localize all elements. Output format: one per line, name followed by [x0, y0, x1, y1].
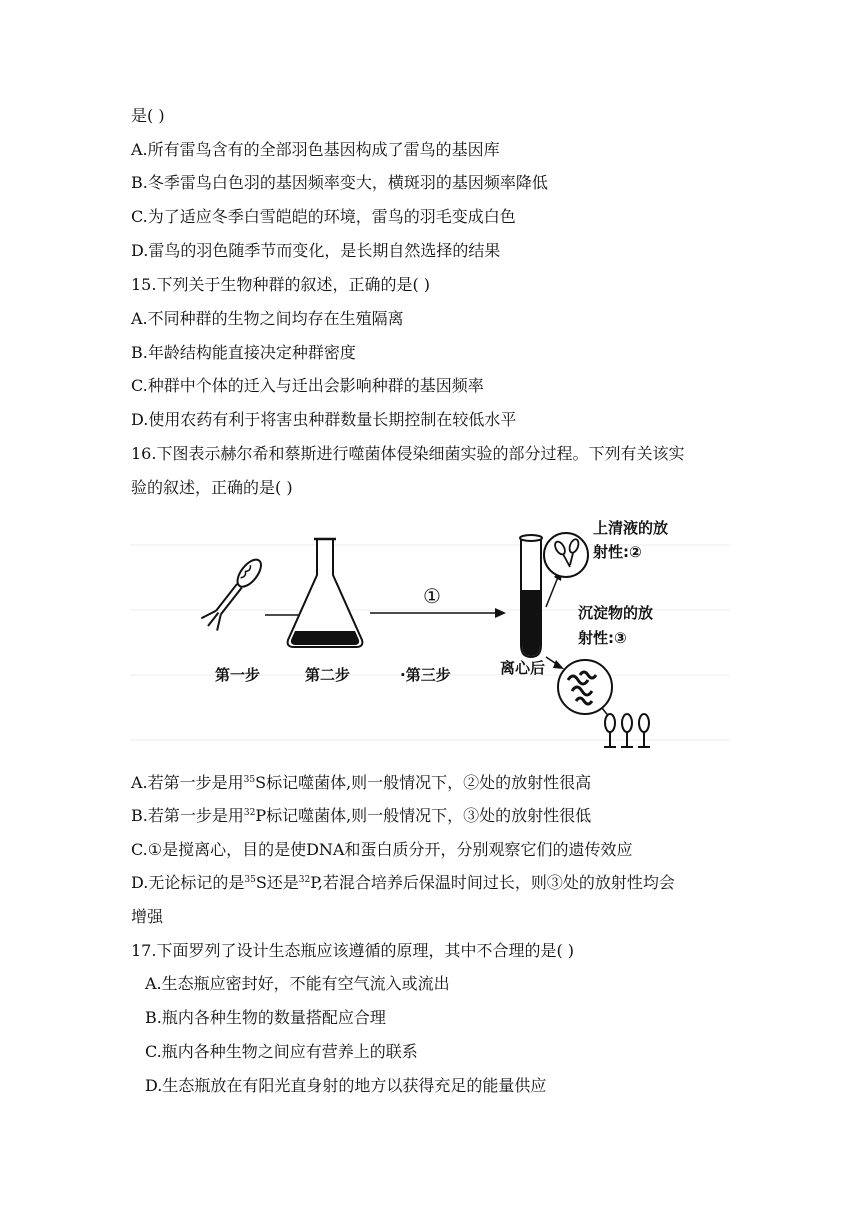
q15-option-b: B.年龄结构能直接决定种群密度: [131, 343, 356, 362]
experiment-diagram: [130, 515, 730, 760]
q14-option-b: B.冬季雷鸟白色羽的基因频率变大，横斑羽的基因频率降低: [131, 173, 548, 192]
flask-icon: [288, 539, 363, 647]
q17-option-d: D.生态瓶放在有阳光直身射的地方以获得充足的能量供应: [145, 1076, 547, 1095]
q16-option-b: B.若第一步是用$^{32}$P标记噬菌体,则一般情况下，③处的放射性很低: [131, 806, 592, 825]
q17-option-a: A.生态瓶应密封好，不能有空气流入或流出: [145, 974, 450, 993]
label-supernatant-line1: 上清液的放: [593, 519, 669, 537]
label-after-centrifuge: 离心后: [500, 659, 546, 677]
q16-option-d: D.无论标记的是$^{35}$S还是$^{32}$P,若混合培养后保温时间过长，则③处的放射性均会: [131, 873, 675, 892]
q15-option-d: D.使用农药有利于将害虫种群数量长期控制在较低水平: [131, 410, 517, 429]
q14-option-d: D.雷鸟的羽色随季节而变化，是长期自然选择的结果: [131, 241, 501, 260]
label-supernatant-line2: 射性:②: [593, 543, 642, 561]
q15-stem: 15.下列关于生物种群的叙述，正确的是( ): [131, 275, 431, 294]
phage-icon: [200, 554, 267, 632]
phage-experiment-figure: [130, 515, 730, 760]
q16-stem-line1: 16.下图表示赫尔希和蔡斯进行噬菌体侵染细菌实验的部分过程。下列有关该实: [131, 444, 685, 463]
q15-option-c: C.种群中个体的迁入与迁出会影响种群的基因频率: [131, 376, 484, 395]
label-step3: ·第三步: [400, 666, 451, 684]
q14-stem-end: 是( ): [131, 106, 165, 125]
arrow-to-sediment: [546, 657, 564, 669]
q15-option-a: A.不同种群的生物之间均存在生殖隔离: [131, 309, 404, 328]
step-marker-1: ①: [423, 584, 441, 608]
q17-option-c: C.瓶内各种生物之间应有营养上的联系: [145, 1042, 418, 1061]
supernatant-circle-icon: [544, 533, 588, 577]
q14-option-a: A.所有雷鸟含有的全部羽色基因构成了雷鸟的基因库: [131, 140, 500, 159]
q14-option-c: C.为了适应冬季白雪皑皑的环境，雷鸟的羽毛变成白色: [131, 207, 516, 226]
label-step2: 第二步: [305, 666, 351, 684]
label-step1: 第一步: [215, 666, 261, 684]
label-sediment-line1: 沉淀物的放: [578, 604, 654, 622]
centrifuge-tube-icon: [520, 535, 542, 657]
progeny-phage-icons: [604, 714, 650, 747]
q16-option-d-cont: 增强: [131, 907, 164, 926]
sediment-circle-icon: [558, 660, 612, 714]
q16-option-a: A.若第一步是用$^{35}$S标记噬菌体,则一般情况下，②处的放射性很高: [131, 773, 592, 792]
q17-stem: 17.下面罗列了设计生态瓶应该遵循的原理，其中不合理的是( ): [131, 941, 575, 960]
q16-option-c: C.①是搅离心，目的是使DNA和蛋白质分开，分别观察它们的遗传效应: [131, 840, 633, 859]
background-grid: [130, 545, 730, 740]
q16-stem-line2: 验的叙述，正确的是( ): [131, 478, 293, 497]
label-sediment-line2: 射性:③: [578, 629, 627, 647]
q17-option-b: B.瓶内各种生物的数量搭配应合理: [145, 1008, 386, 1027]
